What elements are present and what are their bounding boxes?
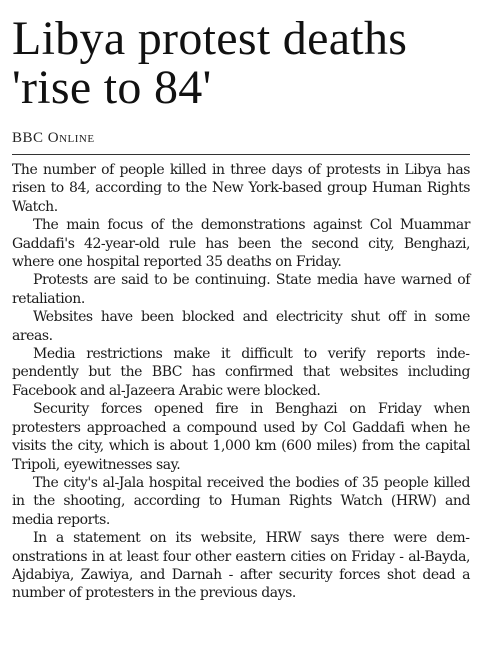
article-paragraph: Media restrictions make it difficult to verify reports independently but the BBC has confirmed that websites including Facebook and al-Jazeera Arabic were blocked. <box>12 346 470 399</box>
article-byline: BBC Online <box>12 130 95 146</box>
byline-divider <box>12 154 470 155</box>
article-paragraph: The number of people killed in three days of protests in Libya has risen to 84, according to the New York-based group Human Rights Watch. <box>12 162 470 215</box>
article-paragraph: In a statement on its website, HRW says there were demonstrations in at least four other eastern cities on Friday - al-Bayda, Ajdabiya, Zawiya, and Darnah - after security forces shot dead a number of protesters in the previous days. <box>12 530 470 602</box>
article-body <box>12 161 470 603</box>
article-paragraph: The main focus of the demonstrations against Col Muammar Gaddafi's 42-year-old rule has been the second city, Benghazi, where one hospital reported 35 deaths on Friday. <box>12 217 470 271</box>
article-paragraph: Websites have been blocked and electricity shut off in some areas. <box>12 309 470 344</box>
article-headline: Libya protest deaths 'rise to 84' <box>12 12 408 114</box>
article-paragraph: Security forces opened fire in Benghazi on Friday when protesters approached a compound used by Col Gaddafi when he visits the city, which is about 1,000 km (600 miles) from the capital Tripoli, eyewitnesses say. <box>12 401 470 473</box>
article-paragraph: The city's al-Jala hospital received the bodies of 35 people killed in the shooting, according to Human Rights Watch (HRW) and media reports. <box>12 474 470 528</box>
article-paragraph: Protests are said to be continuing. State media have warned of retaliation. <box>12 272 470 307</box>
